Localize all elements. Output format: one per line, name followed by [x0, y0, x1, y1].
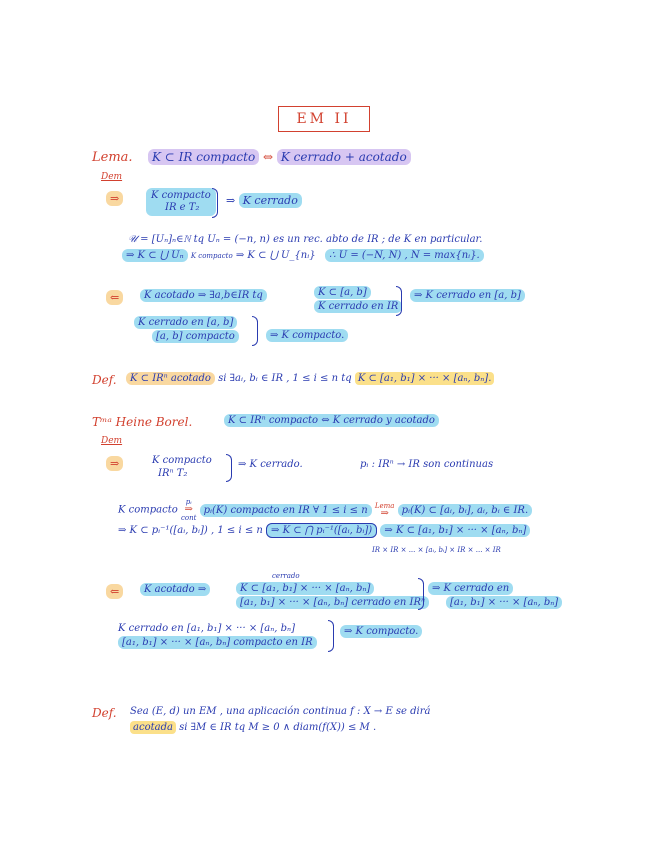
- heine-last-concl-text: ⇒ K compacto.: [340, 625, 422, 638]
- def2-line2-text: si ∃M ∈ IR tq M ≥ 0 ∧ diam(f(X)) ≤ M .: [179, 722, 377, 733]
- heine-line1c: pᵢ(K) ⊂ [aᵢ, bᵢ], aᵢ, bᵢ ∈ IR.: [398, 504, 533, 517]
- def1-line: [126, 373, 494, 384]
- heine-last-hyp2: [a₁, b₁] × ··· × [aₙ, bₙ] compacto en IR: [118, 636, 317, 649]
- lema-fwd-hypothesis: [146, 188, 216, 216]
- def1-term: K ⊂ IRⁿ acotado: [126, 372, 215, 385]
- heine-back-box2: [a₁, b₁] × ··· × [aₙ, bₙ] cerrado en IRⁿ: [236, 596, 429, 609]
- lema-back-1: [140, 290, 267, 301]
- heine-line1b: pᵢ(K) compacto en IR ∀ 1 ≤ i ≤ n: [200, 504, 372, 517]
- heine-line2a: ⇒ K ⊂ pᵢ⁻¹([aᵢ, bᵢ]) , 1 ≤ i ≤ n: [118, 525, 263, 536]
- heine-fwd-hyp2: IRⁿ T₂: [158, 468, 188, 479]
- lema-back-arrow: [106, 291, 123, 304]
- heine-fwd-hypothesis: [152, 454, 212, 480]
- lema-fwd-concl: K cerrado: [239, 193, 302, 208]
- heine-fwd-brace: [226, 454, 232, 482]
- lema-statement: [148, 150, 411, 164]
- lema-back-hyps: [134, 316, 239, 344]
- lema-fwd-hyp1: K compacto: [151, 190, 211, 201]
- heine-back-boxes: [236, 582, 429, 610]
- heine-label: Tᵐᵃ Heine Borel.: [92, 415, 193, 429]
- heine-back-brace: [418, 578, 424, 610]
- heine-line1-lema: Lema ⇒: [374, 502, 395, 519]
- heine-back-over: cerrado: [272, 572, 300, 580]
- heine-last-hyps: [118, 622, 317, 650]
- lema-statement-a: K ⊂ IR compacto: [148, 149, 259, 165]
- lema-back-concl-text: ⇒ K cerrado en [a, b]: [410, 289, 525, 302]
- heine-last-hyp1: K cerrado en [a₁, b₁] × ··· × [aₙ, bₙ]: [118, 623, 296, 634]
- lema-fwd-brace: [212, 188, 218, 218]
- left-double-arrow-icon: ⇐: [106, 584, 123, 599]
- lema-back-hyp1: K cerrado en [a, b]: [134, 316, 237, 329]
- lema-back-box2: K cerrado en IR: [314, 300, 402, 313]
- heine-proj: pᵢ : IRⁿ → IR son continuas: [360, 459, 494, 470]
- lema-back-concl-2: [266, 330, 348, 341]
- heine-line1: [118, 498, 532, 522]
- lema-dem-label: Dem: [101, 172, 123, 182]
- heine-fwd-arrow: [106, 457, 123, 470]
- lema-back-brace: [396, 286, 402, 316]
- heine-back-concl1: ⇒ K cerrado en: [428, 582, 513, 595]
- heine-line2: [118, 525, 530, 536]
- def2-line1: Sea (E, d) un EM , una aplicación continua f : X → E se dirá: [130, 706, 431, 717]
- lema-cover-line2a: ⇒ K ⊂ ⋃ Uₙ: [122, 249, 188, 262]
- heine-back-a: [140, 584, 210, 595]
- def1-label: Def.: [92, 373, 117, 387]
- lema-back-brace-2: [252, 316, 258, 346]
- lema-fwd-conclusion: [226, 194, 302, 207]
- heine-back-a-text: K acotado ⇒: [140, 583, 210, 596]
- lema-fwd-arrow: [106, 192, 123, 205]
- heine-statement: [224, 415, 439, 426]
- heine-line1a: K compacto: [118, 504, 178, 516]
- lema-back-box1: K ⊂ [a, b]: [314, 286, 371, 299]
- lema-label: Lema.: [92, 150, 133, 165]
- heine-line1-arrow: pᵢ ⇒ cont: [180, 498, 197, 522]
- heine-dem-label: Dem: [101, 436, 123, 446]
- heine-statement-text: K ⊂ IRⁿ compacto ⇔ K cerrado y acotado: [224, 414, 439, 427]
- heine-back-box1: K ⊂ [a₁, b₁] × ··· × [aₙ, bₙ]: [236, 582, 374, 595]
- def2-line2: [130, 722, 376, 733]
- lema-back-boxes: [314, 286, 402, 314]
- def1-text: si ∃aᵢ, bᵢ ∈ IR , 1 ≤ i ≤ n tq: [218, 373, 352, 384]
- heine-fwd-hyp1: K compacto: [152, 455, 212, 466]
- heine-back-arrow: [106, 585, 123, 598]
- lema-cover-line2c: ∴ U = (−N, N) , N = max{nᵢ}.: [325, 249, 484, 262]
- lema-cover-small: K compacto: [190, 252, 233, 260]
- heine-last-brace: [328, 620, 334, 652]
- heine-fwd-concl: ⇒ K cerrado.: [238, 459, 303, 470]
- lema-back-concl2-text: ⇒ K compacto.: [266, 329, 348, 342]
- def2-term: acotada: [130, 721, 176, 734]
- def2-label: Def.: [92, 706, 117, 720]
- heine-line2-box: ⇒ K ⊂ ⋂ pᵢ⁻¹([aᵢ, bᵢ]): [266, 523, 377, 538]
- heine-line2-under: IR × IR × ... × [aᵢ, bᵢ] × IR × ... × IR: [372, 546, 501, 554]
- lema-back-hyp2: [a, b] compacto: [152, 330, 239, 343]
- heine-back-concl: [428, 582, 562, 610]
- page-title: EM II: [278, 106, 370, 132]
- lema-cover-line2: [122, 250, 484, 261]
- right-double-arrow-icon: ⇒: [106, 191, 123, 206]
- def1-box: K ⊂ [a₁, b₁] × ··· × [aₙ, bₙ].: [355, 372, 495, 385]
- right-double-arrow-icon: ⇒: [106, 456, 123, 471]
- left-double-arrow-icon: ⇐: [106, 290, 123, 305]
- lema-fwd-hyp2: IR e T₂: [165, 202, 200, 213]
- lema-back-concl: [410, 290, 525, 301]
- lema-cover-line: 𝒰 = [Uₙ]ₙ∈ℕ tq Uₙ = (−n, n) es un rec. abto de IR ; de K en particular.: [128, 234, 483, 245]
- heine-last-concl: [340, 626, 422, 637]
- iff-arrow-icon: ⇔: [263, 150, 274, 164]
- lema-cover-line2b: ⇒ K ⊂ ⋃ U_{nᵢ}: [235, 250, 316, 261]
- heine-back-concl2: [a₁, b₁] × ··· × [aₙ, bₙ]: [446, 596, 562, 609]
- lema-statement-b: K cerrado + acotado: [277, 149, 411, 165]
- implies-arrow-icon: ⇒: [226, 194, 236, 207]
- heine-line2c: ⇒ K ⊂ [a₁, b₁] × ··· × [aₙ, bₙ]: [380, 524, 530, 537]
- lema-back-1-text: K acotado ⇒ ∃a,b∈IR tq: [140, 289, 267, 302]
